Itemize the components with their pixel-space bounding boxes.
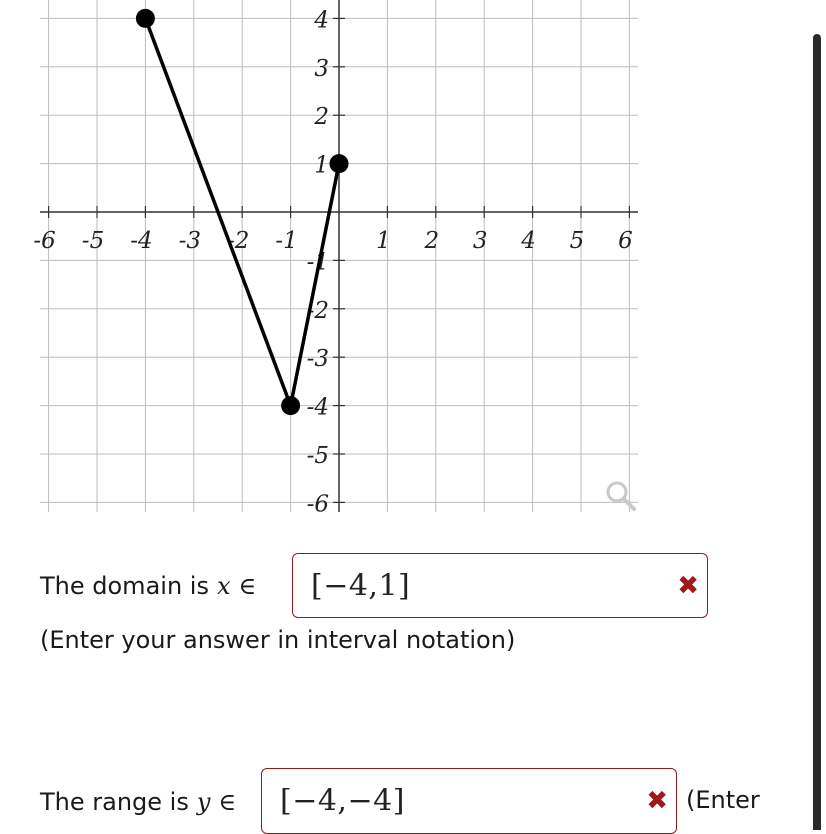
y-tick-label: -5 bbox=[306, 443, 329, 469]
x-tick-label: -3 bbox=[178, 228, 202, 254]
magnifier-icon[interactable] bbox=[608, 483, 634, 509]
x-tick-label: 3 bbox=[472, 228, 488, 254]
axes bbox=[40, 0, 638, 512]
graph-point bbox=[136, 9, 155, 28]
y-tick-label: 2 bbox=[314, 104, 329, 131]
range-answer-input[interactable] bbox=[261, 768, 677, 834]
domain-answer-input[interactable] bbox=[292, 553, 708, 618]
range-variable: y bbox=[196, 788, 211, 816]
x-tick-label: -5 bbox=[81, 228, 105, 254]
y-tick-label: -4 bbox=[306, 394, 329, 421]
x-tick-label: -4 bbox=[130, 228, 153, 254]
graph-point bbox=[281, 396, 300, 415]
y-tick-label: 3 bbox=[314, 55, 329, 82]
domain-label: The domain is bbox=[40, 572, 209, 600]
range-answer-value: [−4,−4] bbox=[280, 783, 405, 819]
x-tick-label: -1 bbox=[275, 228, 298, 254]
element-of-symbol: ∈ bbox=[218, 788, 237, 816]
domain-answer-value: [−4,1] bbox=[311, 568, 411, 603]
domain-prompt bbox=[40, 566, 256, 606]
graph-point bbox=[330, 154, 349, 173]
x-tick-label: 6 bbox=[618, 228, 633, 254]
y-tick-label: 4 bbox=[314, 7, 329, 34]
x-tick-label: 1 bbox=[376, 228, 391, 254]
scrollbar[interactable] bbox=[813, 34, 821, 830]
range-prompt bbox=[40, 782, 236, 822]
x-tick-label: 5 bbox=[569, 228, 585, 254]
range-hint: (Enter bbox=[686, 786, 760, 814]
incorrect-x-icon: ✖ bbox=[646, 786, 668, 816]
y-tick-label: -2 bbox=[306, 297, 329, 324]
element-of-symbol: ∈ bbox=[238, 572, 257, 600]
y-tick-label: 1 bbox=[314, 152, 329, 179]
y-tick-label: -3 bbox=[306, 346, 329, 373]
domain-variable: x bbox=[216, 572, 231, 600]
function-graph[interactable] bbox=[0, 0, 660, 520]
y-tick-label: -1 bbox=[306, 249, 329, 276]
range-label: The range is bbox=[40, 788, 189, 816]
x-tick-labels bbox=[33, 228, 632, 254]
incorrect-x-icon: ✖ bbox=[677, 570, 699, 601]
x-tick-label: -2 bbox=[226, 228, 250, 254]
x-tick-label: 4 bbox=[521, 228, 536, 254]
x-tick-label: -6 bbox=[33, 228, 56, 254]
y-tick-label: -6 bbox=[306, 491, 329, 518]
domain-hint: (Enter your answer in interval notation) bbox=[40, 626, 516, 654]
x-tick-label: 2 bbox=[424, 228, 440, 254]
